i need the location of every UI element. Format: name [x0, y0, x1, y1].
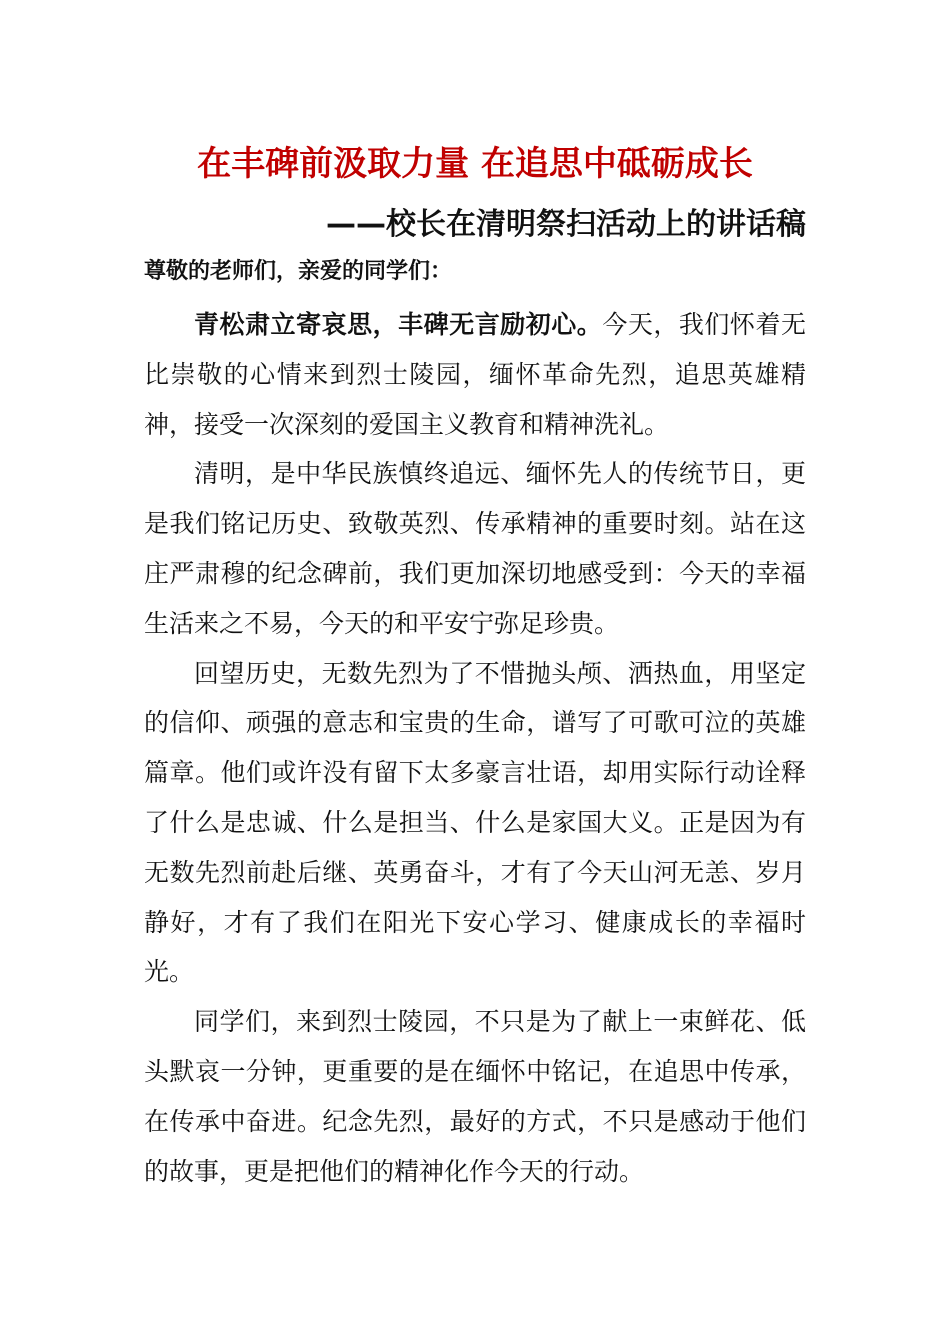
- document-subtitle: ——校长在清明祭扫活动上的讲话稿: [326, 207, 806, 242]
- paragraph-text: 回望历史，无数先烈为了不惜抛头颅、洒热血，用坚定的信仰、顽强的意志和宝贵的生命，谱写了可歌可泣的英雄篇章。他们或许没有留下太多豪言壮语，却用实际行动诠释了什么是忠诚、什么是担当、什么是家国大义。正是因为有无数先烈前赴后继、英勇奋斗，才有了今天山河无恙、岁月静好，才有了我们在阳光下安心学习、健康成长的幸福时光。: [144, 658, 806, 987]
- document-title: 在丰碑前汲取力量 在追思中砥砺成长: [197, 144, 753, 184]
- paragraph-text: 同学们，来到烈士陵园，不只是为了献上一束鲜花、低头默哀一分钟，更重要的是在缅怀中铭记，在追思中传承，在传承中奋进。纪念先烈，最好的方式，不只是感动于他们的故事，更是把他们的精神化作今天的行动。: [144, 1007, 806, 1186]
- paragraph: [144, 449, 806, 648]
- greeting: 尊敬的老师们，亲爱的同学们：: [144, 259, 453, 284]
- paragraph-lead: 青松肃立寄哀思，丰碑无言励初心。: [194, 310, 603, 339]
- paragraph: [144, 649, 806, 998]
- paragraph-text: 清明，是中华民族慎终追远、缅怀先人的传统节日，更是我们铭记历史、致敬英烈、传承精神的重要时刻。站在这庄严肃穆的纪念碑前，我们更加深切地感受到：今天的幸福生活来之不易，今天的和平安宁弥足珍贵。: [144, 459, 806, 638]
- paragraph: [144, 300, 806, 449]
- paragraph: [144, 997, 806, 1196]
- body-text: [144, 300, 806, 1196]
- paragraph-text: 今天，我们怀着无比崇敬的心情来到烈士陵园，缅怀革命先烈，追思英雄精神，接受一次深刻的爱国主义教育和精神洗礼。: [144, 310, 806, 439]
